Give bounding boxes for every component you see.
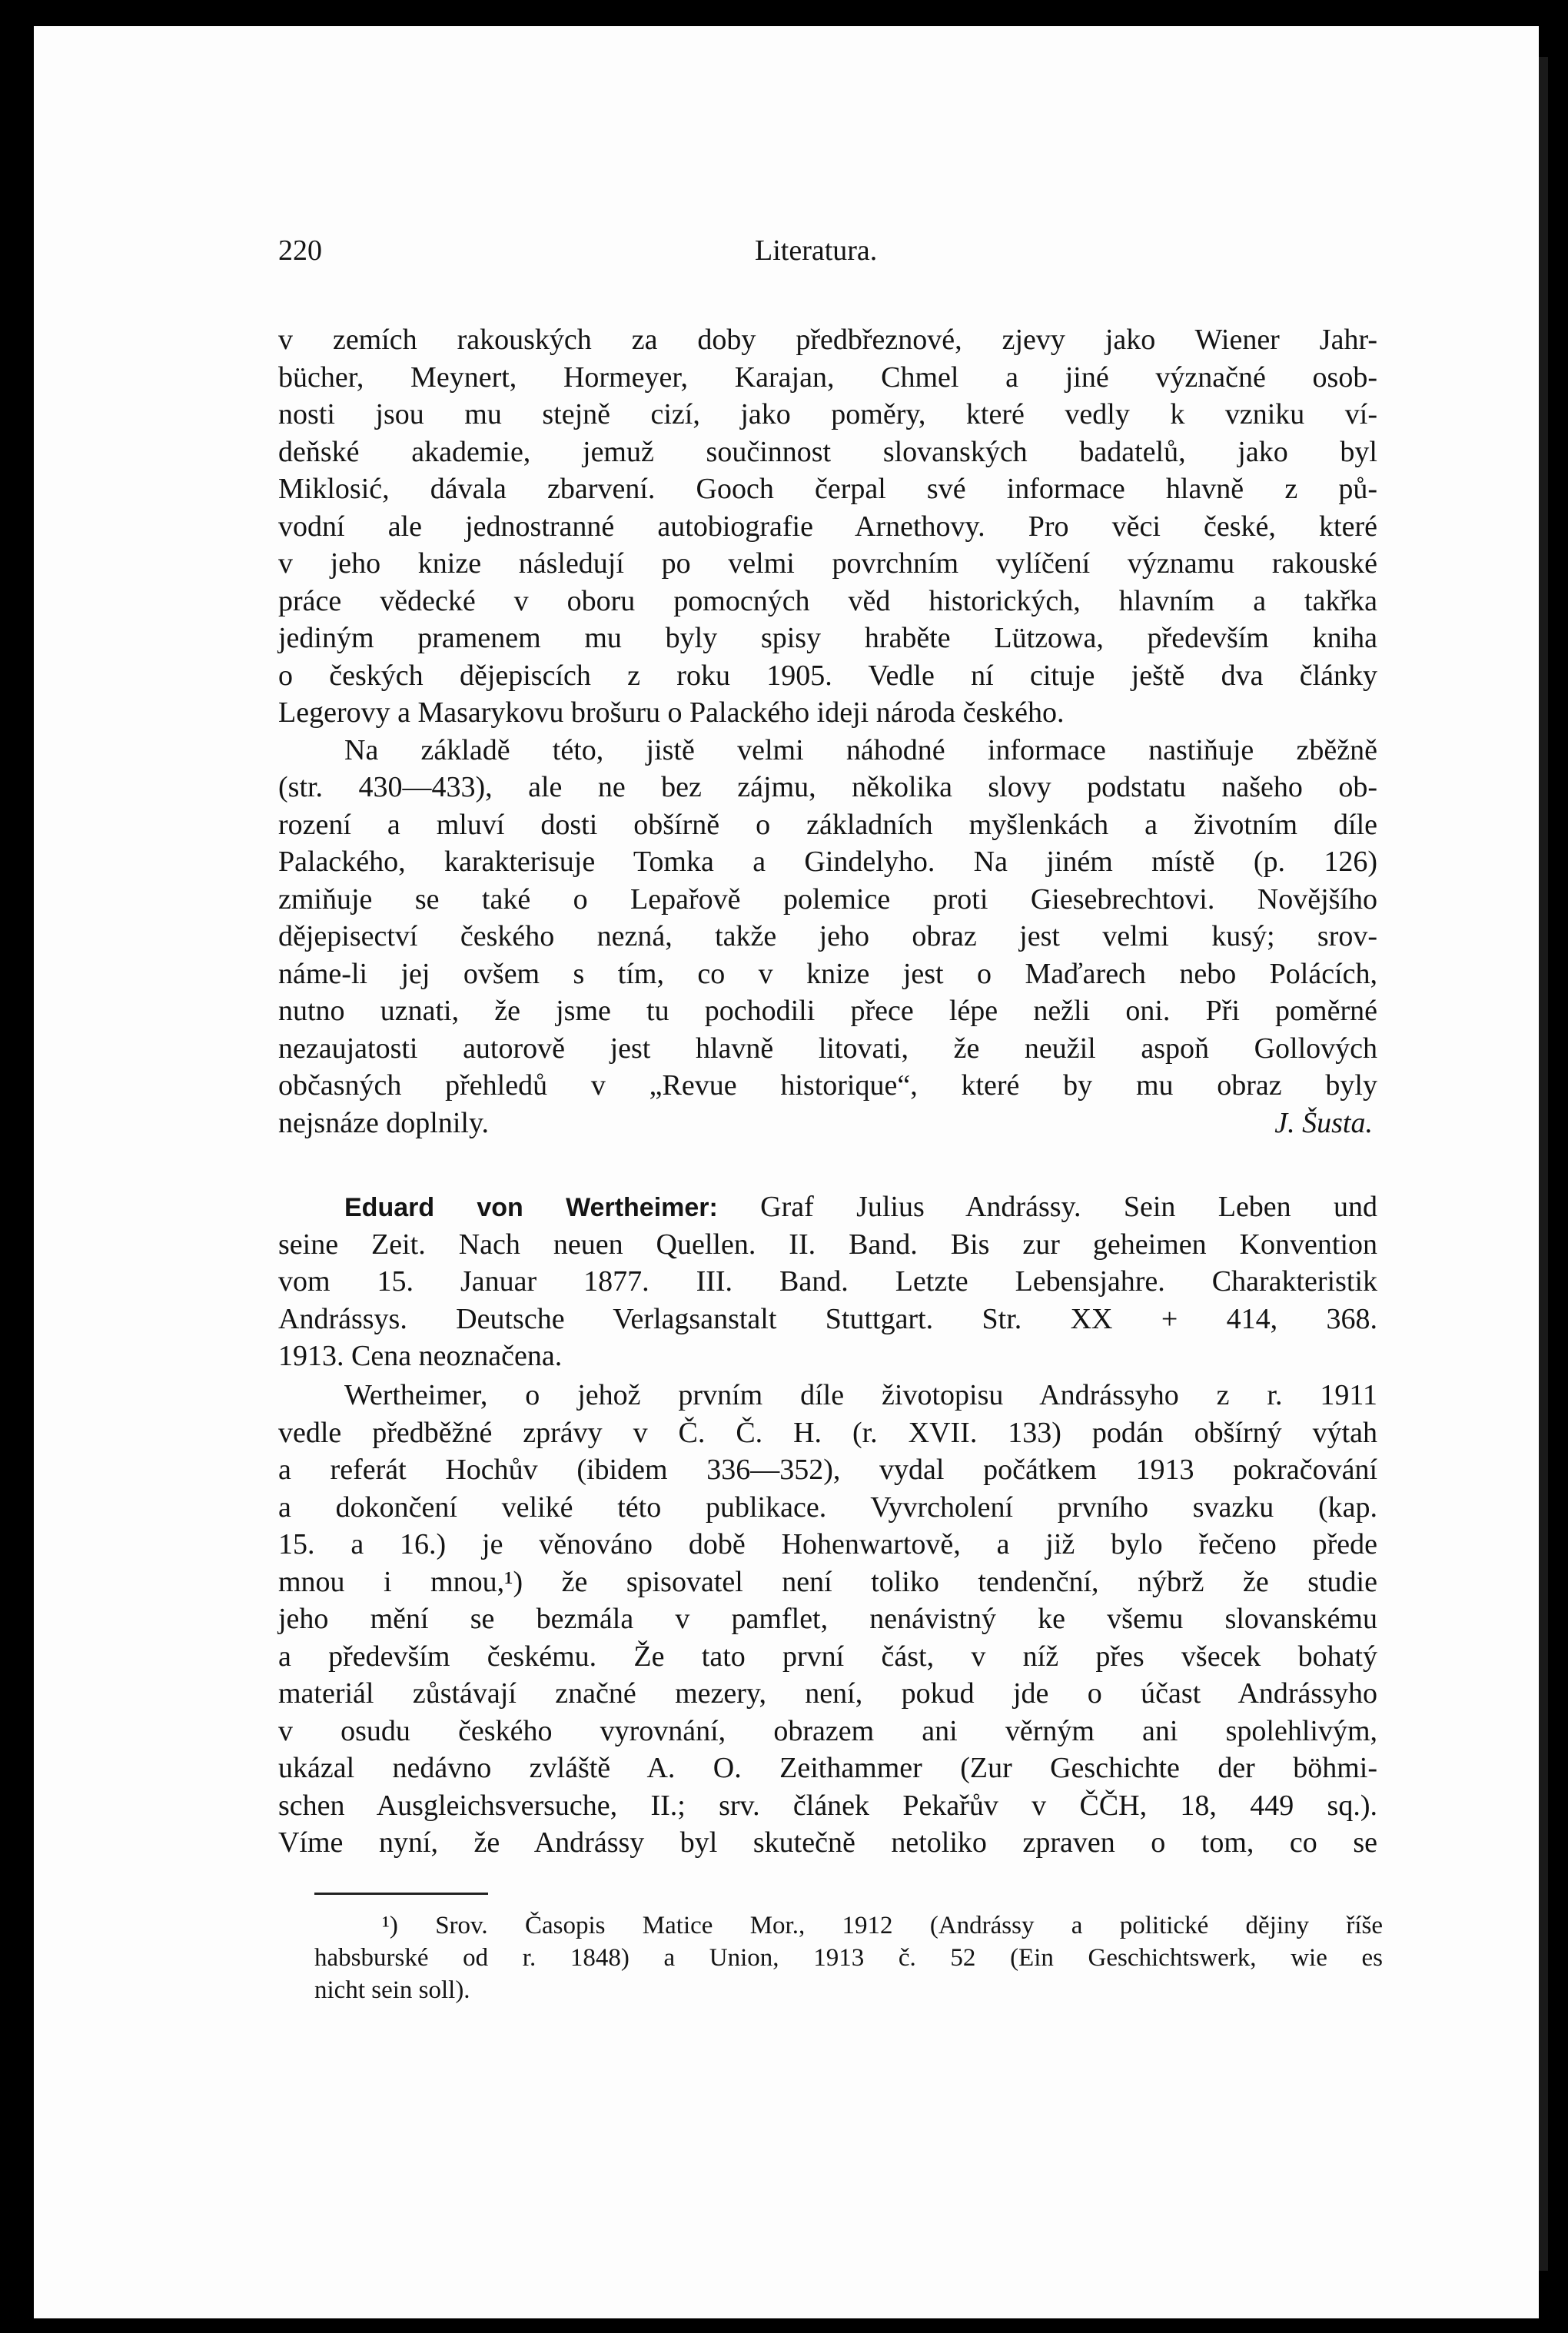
text-line: jediným pramenem mu byly spisy hraběte Lützowa, především kniha [278, 622, 1377, 654]
text-line: Wertheimer, o jehož prvním díle životopisu Andrássyho z r. 1911 [344, 1379, 1377, 1411]
text-line: dějepisectví českého nezná, takže jeho obraz jest velmi kusý; srov- [278, 920, 1377, 952]
text-line: rození a mluví dosti obšírně o základních myšlenkách a životním díle [278, 808, 1377, 841]
text-line: jeho mění se bezmála v pamflet, nenávistný ke všemu slovanskému [278, 1603, 1377, 1635]
text-line: a referát Hochův (ibidem 336—352), vydal počátkem 1913 pokračování [278, 1454, 1377, 1486]
text-line: Legerovy a Masarykovu brošuru o Palackého ideji národa českého. [278, 696, 1065, 729]
footnote-divider [314, 1893, 488, 1895]
text-line: práce vědecké v oboru pomocných věd historických, hlavním a takřka [278, 584, 1377, 617]
text-line-with-signature [278, 1105, 1377, 1142]
text-line: mnou i mnou,¹) že spisovatel není toliko tendenční, nýbrž že studie [278, 1565, 1377, 1598]
review-heading-wertheimer [278, 1188, 1377, 1375]
book-author: Eduard von Wertheimer: [344, 1193, 718, 1222]
text-line: (str. 430—433), ale ne bez zájmu, několika slovy podstatu našeho ob- [278, 771, 1377, 803]
text-line: zmiňuje se také o Lepařově polemice proti Giesebrechtovi. Novějšího [278, 882, 1377, 916]
text-line: schen Ausgleichsversuche, II.; srv. článek Pekařův v ČČH, 18, 449 sq.). [278, 1789, 1377, 1822]
heading-line: seine Zeit. Nach neuen Quellen. II. Band. Bis zur geheimen Konvention [278, 1228, 1377, 1261]
text-line: v jeho knize následují po velmi povrchním vylíčení významu rakouské [278, 547, 1377, 580]
scan-edge-line [1539, 57, 1548, 2271]
text-line: deňské akademie, jemuž součinnost slovanských badatelů, jako byl [278, 435, 1377, 468]
text-line: náme-li jej ovšem s tím, co v knize jest o Maďarech nebo Polácích, [278, 957, 1377, 990]
heading-line: 1913. Cena neoznačena. [278, 1340, 563, 1372]
text-line: Na základě této, jistě velmi náhodné informace nastiňuje zběžně [344, 733, 1377, 766]
text-line: v osudu českého vyrovnání, obrazem ani věrným ani spolehlivým, [278, 1714, 1377, 1747]
text-line: ukázal nedávno zvláště A. O. Zeithammer (Zur Geschichte der böhmi- [278, 1752, 1377, 1784]
text-line: a dokončení veliké této publikace. Vyvrcholení prvního svazku (kap. [278, 1491, 1377, 1524]
running-head: Literatura. [755, 234, 878, 267]
text-line: materiál zůstávají značné mezery, není, pokud jde o účast Andrássyho [278, 1677, 1377, 1710]
footnote-line: nicht sein soll). [314, 1976, 470, 2004]
text-line: v zemích rakouských za doby předbřeznové, zjevy jako Wiener Jahr- [278, 324, 1377, 356]
book-title: Graf Julius Andrássy. Sein Leben und [760, 1191, 1377, 1223]
book-page [34, 26, 1539, 2318]
text-line: Víme nyní, že Andrássy byl skutečně netoliko zpraven o tom, co se [278, 1826, 1377, 1859]
footnotes [314, 1909, 1383, 2006]
heading-line: vom 15. Januar 1877. III. Band. Letzte Lebensjahre. Charakteristik [278, 1265, 1377, 1298]
page-header [278, 234, 1385, 280]
reviewer-signature: J. Šusta. [1274, 1106, 1373, 1139]
text-line: občasných přehledů v „Revue historique“, které by mu obraz byly [278, 1069, 1377, 1102]
page-number: 220 [278, 234, 322, 267]
text-line: bücher, Meynert, Hormeyer, Karajan, Chmel a jiné význačné osob- [278, 361, 1377, 394]
text-line: o českých dějepiscích z roku 1905. Vedle ní cituje ještě dva články [278, 659, 1377, 692]
heading-line: Andrássys. Deutsche Verlagsanstalt Stuttgart. Str. XX + 414, 368. [278, 1302, 1377, 1335]
text-line: Palackého, karakterisuje Tomka a Gindelyho. Na jiném místě (p. 126) [278, 846, 1377, 878]
review-body-wertheimer [278, 1377, 1377, 1862]
footnote-line: ¹) Srov. Časopis Matice Mor., 1912 (Andrássy a politické dějiny říše [382, 1912, 1383, 1939]
text-line: a především českému. Že tato první část, v níž přes všecek bohatý [278, 1640, 1377, 1673]
review-gooch-continuation [278, 321, 1377, 1142]
text-line: nezaujatosti autorově jest hlavně litovati, že neužil aspoň Gollových [278, 1032, 1377, 1065]
text-line-end: nejsnáze doplnily. [278, 1106, 490, 1139]
text-line: vedle předběžné zprávy v Č. Č. H. (r. XVII. 133) podán obšírný výtah [278, 1416, 1377, 1449]
heading-line [278, 1188, 1377, 1226]
text-line: Miklosić, dávala zbarvení. Gooch čerpal své informace hlavně z pů- [278, 473, 1377, 505]
text-line: 15. a 16.) je věnováno době Hohenwartově, a již bylo řečeno přede [278, 1528, 1377, 1560]
text-line: nosti jsou mu stejně cizí, jako poměry, které vedly k vzniku ví- [278, 398, 1377, 430]
text-line: vodní ale jednostranné autobiografie Arnethovy. Pro věci české, které [278, 510, 1377, 543]
text-line: nutno uznati, že jsme tu pochodili přece lépe nežli oni. Při poměrné [278, 995, 1377, 1027]
footnote-line: habsburské od r. 1848) a Union, 1913 č. 52 (Ein Geschichtswerk, wie es [314, 1944, 1383, 1972]
